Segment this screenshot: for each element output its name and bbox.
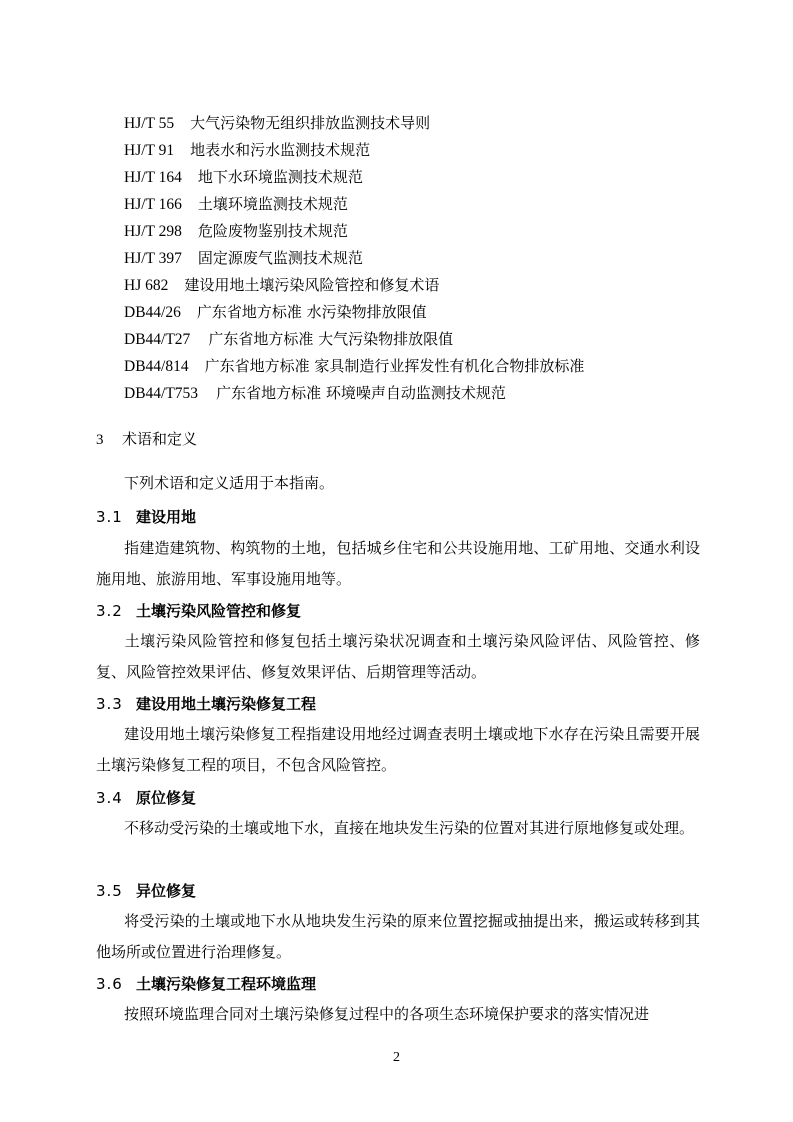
reference-item	[124, 114, 430, 133]
term-number: 3.1	[96, 508, 123, 526]
reference-code: DB44/814	[124, 358, 189, 375]
reference-item	[124, 222, 348, 241]
term-title: 建设用地土壤污染修复工程	[136, 695, 317, 713]
reference-code: HJ/T 397	[124, 250, 182, 267]
term-definition	[96, 999, 700, 1030]
reference-code: DB44/26	[124, 304, 181, 321]
term-heading	[96, 506, 196, 527]
term-text: 将受污染的土壤或地下水从地块发生污染的原来位置挖掘或抽提出来，搬运或转移到其他场所或位置进行治理修复。	[96, 912, 700, 961]
term-text: 建设用地土壤污染修复工程指建设用地经过调查表明土壤或地下水存在污染且需要开展土壤污染修复工程的项目，不包含风险管控。	[96, 725, 700, 774]
term-title: 土壤污染修复工程环境监理	[136, 975, 317, 993]
term-heading	[96, 693, 316, 714]
term-number: 3.4	[96, 789, 123, 807]
section-intro	[96, 468, 700, 499]
reference-item	[124, 303, 427, 322]
reference-item	[124, 276, 439, 295]
term-definition	[96, 906, 700, 968]
reference-title: 地下水环境监测技术规范	[197, 168, 363, 186]
term-text: 不移动受污染的土壤或地下水，直接在地块发生污染的位置对其进行原地修复或处理。	[124, 819, 695, 837]
reference-code: HJ/T 298	[124, 223, 182, 240]
term-definition	[96, 813, 700, 844]
term-number: 3.6	[96, 975, 123, 993]
intro-text: 下列术语和定义适用于本指南。	[124, 474, 335, 492]
reference-code: HJ/T 55	[124, 115, 175, 132]
reference-item	[124, 357, 584, 376]
term-heading	[96, 973, 316, 994]
reference-title: 土壤环境监测技术规范	[197, 195, 348, 213]
reference-code: DB44/T27	[124, 331, 191, 348]
reference-title: 广东省地方标准 水污染物排放限值	[196, 303, 427, 321]
reference-code: HJ 682	[124, 277, 169, 294]
reference-title: 大气污染物无组织排放监测技术导则	[190, 114, 431, 132]
reference-code: DB44/T753	[124, 385, 199, 402]
term-heading	[96, 880, 196, 901]
term-heading	[96, 600, 301, 621]
reference-title: 地表水和污水监测技术规范	[190, 141, 371, 159]
reference-item	[124, 249, 363, 268]
term-definition	[96, 719, 700, 781]
reference-title: 广东省地方标准 环境噪声自动监测技术规范	[216, 384, 506, 402]
reference-code: HJ/T 166	[124, 196, 182, 213]
term-title: 原位修复	[136, 789, 197, 807]
reference-item	[124, 330, 453, 349]
reference-title: 建设用地土壤污染风险管控和修复术语	[184, 276, 440, 294]
section-title: 术语和定义	[122, 430, 198, 448]
term-number: 3.5	[96, 882, 123, 900]
reference-title: 广东省地方标准 家具制造行业挥发性有机化合物排放标准	[204, 357, 585, 375]
term-text: 指建造建筑物、构筑物的土地，包括城乡住宅和公共设施用地、工矿用地、交通水利设施用地、旅游用地、军事设施用地等。	[96, 539, 700, 588]
reference-code: HJ/T 164	[124, 169, 182, 186]
section-heading	[96, 428, 197, 449]
term-heading	[96, 787, 196, 808]
term-text: 按照环境监理合同对土壤污染修复过程中的各项生态环境保护要求的落实情况进	[124, 1005, 650, 1023]
page-number: 2	[393, 1050, 400, 1065]
term-number: 3.3	[96, 695, 123, 713]
reference-item	[124, 195, 348, 214]
term-number: 3.2	[96, 602, 123, 620]
term-title: 土壤污染风险管控和修复	[136, 602, 302, 620]
reference-item	[124, 168, 363, 187]
reference-code: HJ/T 91	[124, 142, 175, 159]
reference-title: 危险废物鉴别技术规范	[197, 222, 348, 240]
term-title: 建设用地	[136, 508, 197, 526]
term-text: 土壤污染风险管控和修复包括土壤污染状况调查和土壤污染风险评估、风险管控、修复、风险管控效果评估、修复效果评估、后期管理等活动。	[96, 632, 700, 681]
term-title: 异位修复	[136, 882, 197, 900]
reference-title: 固定源废气监测技术规范	[197, 249, 363, 267]
reference-item	[124, 141, 370, 160]
term-definition	[96, 626, 700, 688]
section-number: 3	[96, 432, 104, 448]
term-definition	[96, 533, 700, 595]
reference-item	[124, 384, 506, 403]
reference-title: 广东省地方标准 大气污染物排放限值	[208, 330, 454, 348]
